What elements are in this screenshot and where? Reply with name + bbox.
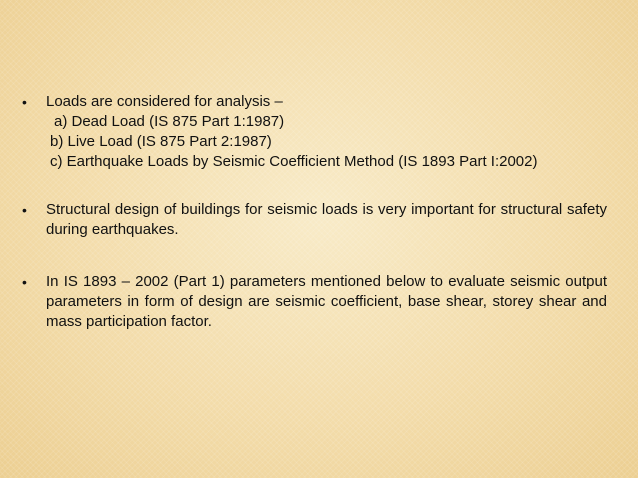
bullet-point: • bbox=[22, 94, 27, 110]
bullet-point: • bbox=[22, 274, 27, 290]
list-item-earthquake-load: c) Earthquake Loads by Seismic Coefficient Method (IS 1893 Part I:2002) bbox=[50, 153, 538, 170]
bullet-point: • bbox=[22, 202, 27, 218]
bullet-loads bbox=[22, 92, 607, 112]
bullet-structural-design bbox=[22, 200, 607, 240]
bullet-text-structural-design: Structural design of buildings for seismic loads is very important for structural safety during earthquakes. bbox=[46, 201, 607, 238]
bullet-text-loads: Loads are considered for analysis – bbox=[46, 93, 283, 110]
load-types-list bbox=[22, 112, 607, 172]
slide-content bbox=[22, 92, 607, 332]
bullet-text-is-1893: In IS 1893 – 2002 (Part 1) parameters mentioned below to evaluate seismic output parameters in form of design are seismic coefficient, base shear, storey shear and mass participation factor. bbox=[46, 273, 607, 330]
list-item-dead-load: a) Dead Load (IS 875 Part 1:1987) bbox=[54, 113, 285, 130]
list-item-live-load: b) Live Load (IS 875 Part 2:1987) bbox=[50, 133, 272, 150]
bullet-is-1893 bbox=[22, 272, 607, 332]
